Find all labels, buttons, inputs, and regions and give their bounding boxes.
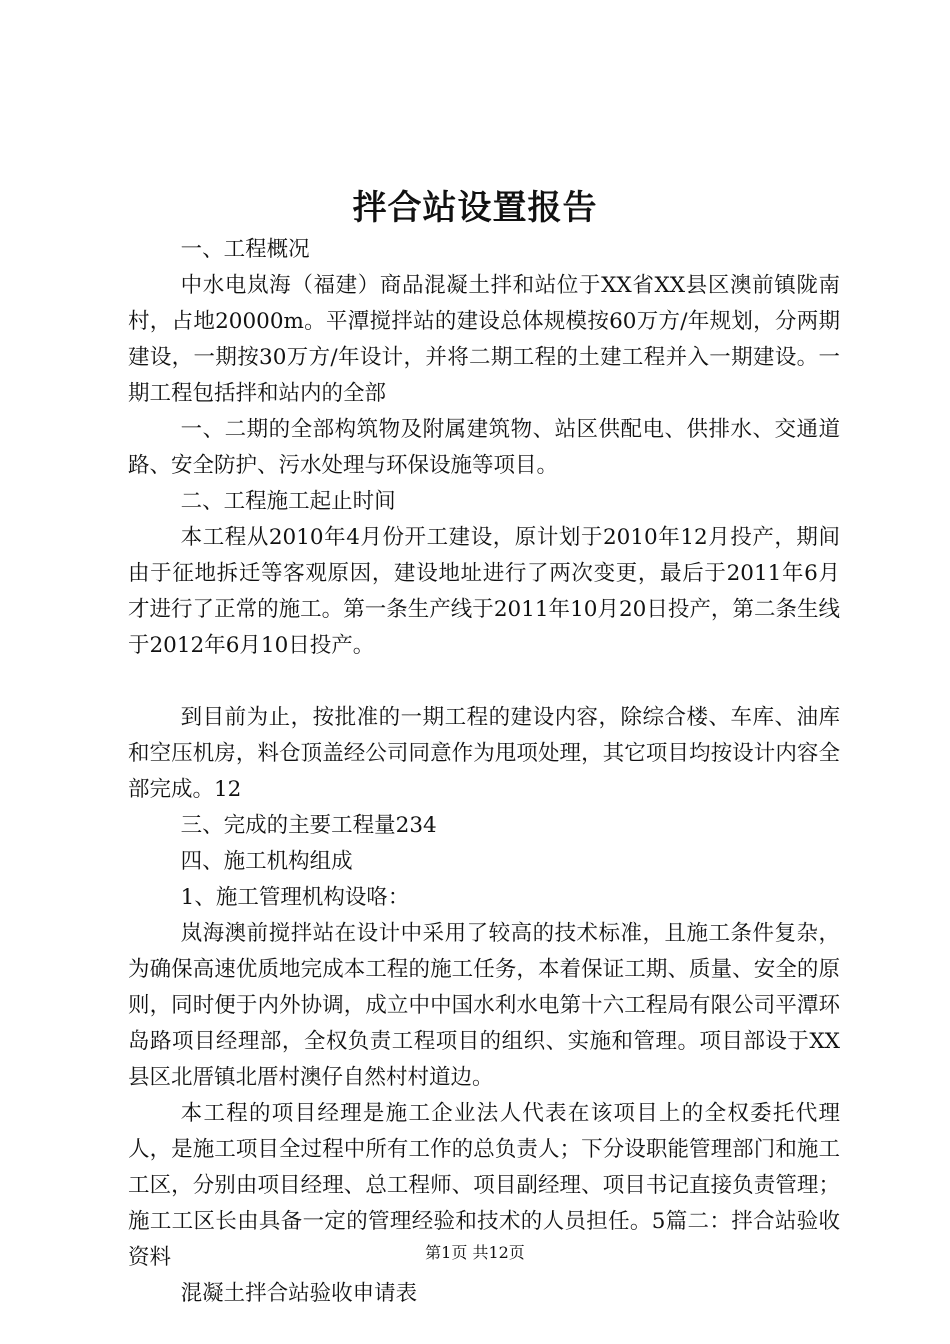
subsection-heading-management: 1、施工管理机构设咯：: [180, 885, 410, 910]
paragraph-schedule: 本工程从2010年4月份开工建设，原计划于2010年12月投产，期间由于征地拆迁等客观原因，建设地址进行了两次变更，最后于2011年6月才进行了正常的施工。第一条生产线于2011年10月20日投产，第二条生线于2012年6月10日投产。: [128, 525, 840, 658]
paragraph-project-overview: 中水电岚海（福建）商品混凝土拌和站位于XX省XX县区澳前镇陇南村，占地20000m。平潭搅拌站的建设总体规模按60万方/年规划，分两期建设，一期按30万方/年设计，并将二期工程的土建工程并入一期建设。一期工程包括拌和站内的全部: [128, 273, 840, 406]
blank-line: [128, 664, 840, 700]
section-heading-overview: 一、工程概况: [180, 237, 310, 262]
paragraph-acceptance-form: 混凝土拌合站验收申请表: [180, 1281, 418, 1306]
paragraph-completion-status: 到目前为止，按批准的一期工程的建设内容，除综合楼、车库、油库和空压机房，料仓顶盖经公司同意作为甩项处理，其它项目均按设计内容全部完成。12: [128, 705, 840, 802]
paragraph-project-scope: 一、二期的全部构筑物及附属建筑物、站区供配电、供排水、交通道路、安全防护、污水处理与环保设施等项目。: [128, 417, 840, 478]
section-heading-organization: 四、施工机构组成: [180, 849, 353, 874]
section-heading-quantities: 三、完成的主要工程量234: [180, 813, 437, 838]
section-heading-schedule: 二、工程施工起止时间: [180, 489, 396, 514]
paragraph-management-setup: 岚海澳前搅拌站在设计中采用了较高的技术标准，且施工条件复杂，为确保高速优质地完成本工程的施工任务，本着保证工期、质量、安全的原则，同时便于内外协调，成立中中国水利水电第十六工程局有限公司平潭环岛路项目经理部，全权负责工程项目的组织、实施和管理。项目部设于XX县区北厝镇北厝村澳仔自然村村道边。: [128, 921, 840, 1090]
document-body: [128, 232, 840, 1312]
page-footer: 第1页 共12页: [425, 1243, 525, 1262]
document-title: 拌合站设置报告: [352, 188, 598, 228]
paragraph-project-manager: 本工程的项目经理是施工企业法人代表在该项目上的全权委托代理人，是施工项目全过程中所有工作的总负责人；下分设职能管理部门和施工工区，分别由项目经理、总工程师、项目副经理、项目书记直接负责管理；施工工区长由具备一定的管理经验和技术的人员担任。5篇二：拌合站验收资料: [128, 1101, 840, 1270]
